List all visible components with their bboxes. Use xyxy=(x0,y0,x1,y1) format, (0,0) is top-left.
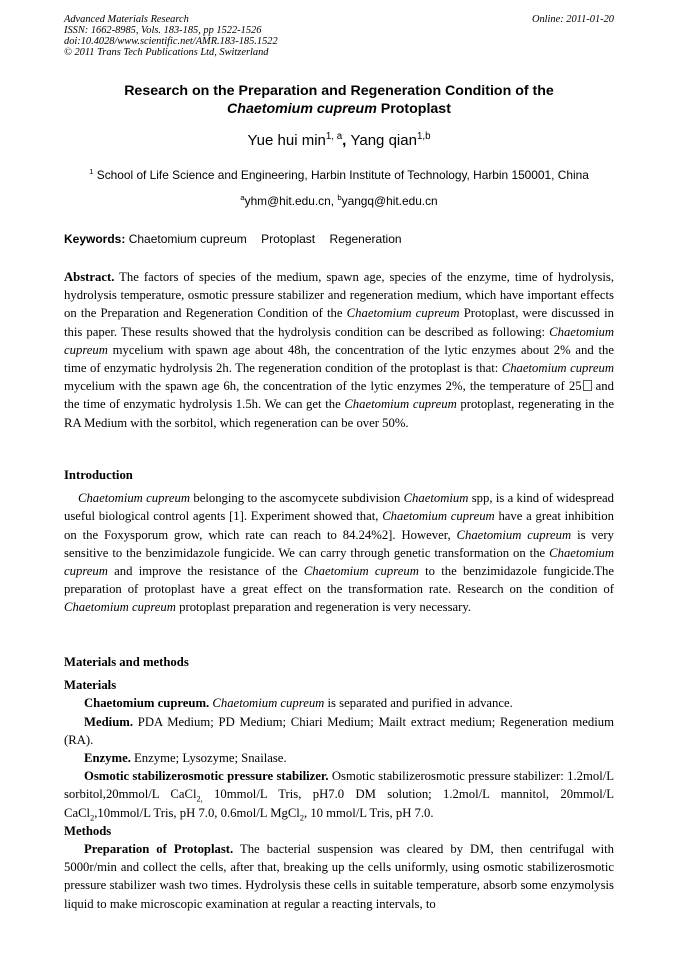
strain-text: is separated and purified in advance. xyxy=(324,696,513,711)
title-line-1: Research on the Preparation and Regeneration Condition of the xyxy=(124,83,554,99)
keywords-line xyxy=(64,231,614,247)
materials-medium xyxy=(64,713,614,749)
materials-strain xyxy=(64,694,614,712)
introduction-section xyxy=(64,466,614,617)
paper-title xyxy=(64,82,614,118)
intro-text: is very sensitive to the benzimidazole fungicide. We can carry through genetic transformation on the xyxy=(64,527,614,560)
abstract-text: protoplast, regenerating in the RA Medium with the sorbitol, which regeneration can be over 50%. xyxy=(64,397,614,430)
introduction-paragraph xyxy=(64,489,614,616)
introduction-heading: Introduction xyxy=(64,468,133,482)
abstract-text: The factors of species of the medium, spawn age, species of the enzyme, time of hydrolysis, hydrolysis temperature, osmotic pressure stabilizer and regeneration medium, which have important effects on the Preparation and Regeneration Condition of the xyxy=(64,270,614,321)
materials-osmotic xyxy=(64,767,614,822)
email-b-marker: b xyxy=(337,193,342,203)
species-name: Chaetomium cupreum xyxy=(456,527,572,542)
medium-text: PDA Medium; PD Medium; Chiari Medium; Mailt extract medium; Regeneration medium (RA). xyxy=(64,714,614,747)
keyword-3: Regeneration xyxy=(329,232,402,246)
species-name: Chaetomium cupreum xyxy=(382,509,495,524)
intro-text: spp, is a kind of widespread useful biological control agents [1]. Experiment showed that, xyxy=(64,491,614,524)
email-a-marker: a xyxy=(240,193,245,203)
copyright-line: © 2011 Trans Tech Publications Ltd, Switzerland xyxy=(64,47,269,58)
osmotic-text: , 10 mmol/L Tris, pH 7.0. xyxy=(303,805,434,820)
email-b: yangq@hit.edu.cn xyxy=(341,194,438,208)
author-emails xyxy=(64,193,614,209)
species-name: Chaetomium cupreum xyxy=(303,564,419,579)
osmotic-text: ,10mmol/L Tris, pH 7.0, 0.6mol/L MgCl xyxy=(94,805,300,820)
journal-name: Advanced Materials Research xyxy=(64,14,189,25)
materials-methods-section xyxy=(64,653,614,913)
author-2-affil: 1,b xyxy=(416,131,431,142)
osmotic-label: Osmotic stabilizerosmotic pressure stabilizer. xyxy=(84,769,329,784)
abstract-text: and the time of enzymatic hydrolysis 1.5h. We can get the xyxy=(64,379,614,412)
title-line-2 xyxy=(64,100,614,118)
enzyme-text: Enzyme; Lysozyme; Snailase. xyxy=(130,751,287,766)
issn-line: ISSN: 1662-8985, Vols. 183-185, pp 1522-1526 xyxy=(64,25,262,36)
intro-text: to the benzimidazole fungicide.The preparation of protoplast have a great effect on the transformation rate. Research on the condition of xyxy=(64,564,614,597)
species-name: Chaetomium cupreum xyxy=(344,397,457,412)
osmotic-text: Osmotic stabilizerosmotic pressure stabilizer: 1.2mol/L sorbitol,20mmol/L CaCl xyxy=(64,769,614,802)
affiliation-text: School of Life Science and Engineering, Harbin Institute of Technology, Harbin 150001, China xyxy=(93,168,589,182)
intro-text: and improve the resistance of the xyxy=(107,564,304,579)
materials-methods-heading: Materials and methods xyxy=(64,655,189,669)
author-2: Yang qian xyxy=(350,132,417,149)
author-1: Yue hui min xyxy=(247,132,326,149)
species-name: Chaetomium cupreum xyxy=(78,491,191,506)
abstract-paragraph xyxy=(64,268,614,432)
abstract-label: Abstract. xyxy=(64,270,115,284)
authors-line xyxy=(64,131,614,151)
subscript: 2, xyxy=(196,794,203,804)
abstract-text: mycelium with the spawn age 6h, the concentration of the lytic enzymes 2%, the temperature of 25 xyxy=(64,379,582,394)
journal-header xyxy=(64,14,614,58)
author-1-affil: 1, a xyxy=(325,131,343,142)
abstract-text: Protoplast, were discussed in this paper. These results showed that the hydrolysis condition can be described as following: xyxy=(64,306,614,339)
medium-label: Medium. xyxy=(84,714,133,729)
species-name: Chaetomium cupreum xyxy=(346,306,460,321)
keyword-1: Chaetomium cupreum xyxy=(128,232,247,246)
email-a: yhm@hit.edu.cn, xyxy=(244,194,338,208)
preparation-text: The bacterial suspension was cleared by DM, then centrifugal with 5000r/min and collect the cells, after that, breaking up the cells uniformly, using osmotic stabilizerosmotic pressure stabilizer wash two times. Hydrolysis these cells in suitable temperature, absorb some enzymolysis liquid to make microscopic examination at regular a reacting intervals, to xyxy=(64,842,615,911)
doi-line: doi:10.4028/www.scientific.net/AMR.183-185.1522 xyxy=(64,36,278,47)
title-suffix: Protoplast xyxy=(376,101,451,117)
species-name: Chaetomium cupreum xyxy=(64,324,614,357)
subscript: 2 xyxy=(90,813,95,823)
keyword-2: Protoplast xyxy=(261,232,316,246)
missing-glyph-icon xyxy=(583,380,592,391)
genus-name: Chaetomium xyxy=(403,491,469,506)
preparation-label: Preparation of Protoplast. xyxy=(84,842,234,857)
materials-enzyme xyxy=(64,749,614,767)
species-name: Chaetomium cupreum xyxy=(212,696,325,711)
species-name: Chaetomium cupreum xyxy=(64,600,176,615)
intro-text: have a great inhibition on the Foxysporum grow, which rate can reach to 84.24%2]. However, xyxy=(64,509,614,542)
intro-text: protoplast preparation and regeneration is very necessary. xyxy=(175,600,472,615)
online-date: Online: 2011-01-20 xyxy=(531,14,614,25)
species-name: Chaetomium cupreum xyxy=(501,361,614,376)
title-species: Chaetomium cupreum xyxy=(227,101,377,117)
species-name: Chaetomium cupreum xyxy=(64,545,614,579)
methods-preparation xyxy=(64,840,614,913)
materials-heading: Materials xyxy=(64,678,117,693)
abstract-section xyxy=(64,268,614,432)
strain-label: Chaetomium cupreum. xyxy=(84,696,210,711)
intro-text: belonging to the ascomycete subdivision xyxy=(190,491,404,506)
affiliation-marker: 1 xyxy=(89,167,94,177)
methods-heading: Methods xyxy=(64,823,112,838)
subscript: 2 xyxy=(299,813,304,823)
abstract-text: mycelium with spawn age about 48h, the concentration of the lytic enzymes about 2% and the time of enzymatic hydrolysis 2h. The regeneration condition of the protoplast is that: xyxy=(64,342,614,376)
osmotic-text: 10mmol/L Tris, pH7.0 DM solution; 1.2mol/L mannitol, 20mmol/L CaCl xyxy=(64,787,614,820)
keywords-label: Keywords: xyxy=(64,232,126,246)
author-separator: , xyxy=(342,132,351,149)
enzyme-label: Enzyme. xyxy=(84,751,131,766)
affiliation xyxy=(64,167,614,183)
